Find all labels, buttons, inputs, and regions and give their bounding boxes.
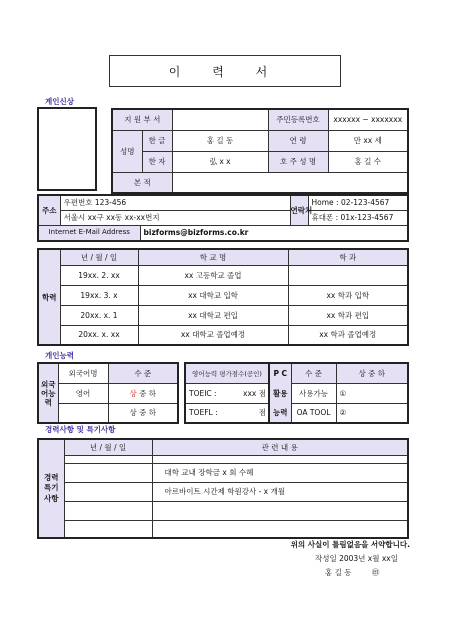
toefl-label: TOEFL : — [185, 403, 231, 423]
pc-skill-table — [268, 362, 409, 424]
rrn-value[interactable]: xxxxxx − xxxxxxx — [328, 109, 408, 130]
address-label: 주소 — [38, 195, 60, 225]
lang-name[interactable]: 영어 — [58, 383, 108, 403]
lang-header-name: 외국어명 — [58, 363, 108, 383]
pc-label-mid: 활용 — [269, 383, 291, 403]
table-row — [38, 265, 408, 285]
pc-header-level2: 상 중 하 — [336, 363, 408, 383]
edu-header-school: 학 교 명 — [138, 249, 288, 265]
contact-label: 연락처 — [290, 195, 308, 225]
pc-label-bot: 능력 — [269, 403, 291, 423]
email-value[interactable]: bizforms@bizforms.co.kr — [140, 225, 408, 241]
origin-label: 본 적 — [112, 172, 172, 193]
career-content[interactable] — [152, 501, 408, 520]
head-label: 호 주 성 명 — [268, 151, 328, 172]
age-label: 연 령 — [268, 130, 328, 151]
edu-header-date: 년 / 월 / 일 — [60, 249, 138, 265]
table-row — [38, 501, 408, 520]
career-table — [37, 438, 409, 539]
hanja-value[interactable]: 弘 x x — [172, 151, 268, 172]
document-title: 이 력 서 — [109, 55, 341, 87]
education-table — [37, 248, 409, 346]
career-content[interactable]: 대학 교내 장학금 x 회 수혜 — [152, 463, 408, 482]
pc-header-level: 수 준 — [291, 363, 336, 383]
edu-school[interactable]: xx 대학교 편입 — [138, 305, 288, 325]
edu-major[interactable] — [288, 265, 408, 285]
toefl-score[interactable]: 점 — [231, 403, 269, 423]
table-row — [38, 463, 408, 482]
career-content[interactable]: 아르바이트 시간제 학원강사 - x 개월 — [152, 482, 408, 501]
street-address[interactable]: 서울시 xx구 xx동 xx-xx번지 — [60, 210, 290, 225]
closing-statement: 위의 사실이 틀림없음을 서약합니다. — [290, 540, 410, 549]
toeic-label: TOEIC : — [185, 383, 231, 403]
edu-school[interactable]: xx 대학교 입학 — [138, 285, 288, 305]
edu-header-major: 학 과 — [288, 249, 408, 265]
career-header-content: 관 련 내 용 — [152, 439, 408, 455]
pc-label-top: P C — [269, 363, 291, 383]
career-date[interactable] — [64, 463, 152, 482]
career-date[interactable] — [64, 501, 152, 520]
section-title-career: 경력사항 및 특기사항 — [45, 425, 116, 434]
photo-box — [37, 107, 97, 191]
email-label: Internet E-Mail Address — [38, 225, 140, 241]
section-title-ability: 개인능력 — [45, 351, 74, 360]
signer-name: 홍 길 동 — [325, 568, 352, 577]
hanja-label: 한 자 — [142, 151, 172, 172]
level-selected: 상 — [129, 388, 137, 398]
edu-date[interactable]: 19xx. 3. x — [60, 285, 138, 305]
pc-oa-tool[interactable]: OA TOOL — [291, 403, 336, 423]
origin-value[interactable] — [172, 172, 408, 193]
pc-item-2[interactable]: ② — [336, 403, 408, 423]
closing-date: 작성일 2003년 x월 xx일 — [314, 554, 398, 563]
lang-header-level: 수 준 — [108, 363, 178, 383]
career-date[interactable] — [64, 520, 152, 538]
hangul-value[interactable]: 홍 길 동 — [172, 130, 268, 151]
edu-date[interactable]: 20xx. x. 1 — [60, 305, 138, 325]
head-value[interactable]: 홍 길 수 — [328, 151, 408, 172]
table-row — [38, 305, 408, 325]
pc-usage[interactable]: 사용가능 — [291, 383, 336, 403]
career-label: 경력특기사항 — [38, 439, 64, 538]
personal-info-table — [111, 108, 409, 194]
table-row — [38, 285, 408, 305]
lang-level[interactable]: 상 중 하 — [108, 403, 178, 423]
name-label: 성명 — [112, 130, 142, 172]
edu-major[interactable]: xx 학과 졸업예정 — [288, 325, 408, 345]
table-row — [38, 325, 408, 345]
age-value[interactable]: 만 xx 세 — [328, 130, 408, 151]
career-date[interactable] — [64, 482, 152, 501]
language-table — [37, 362, 179, 424]
edu-school[interactable]: xx 고등학교 졸업 — [138, 265, 288, 285]
career-header-date: 년 / 월 / 일 — [64, 439, 152, 455]
test-header: 영어능력 평가점수(공인) — [185, 363, 269, 383]
zip-code[interactable]: 우편번호 123-456 — [60, 195, 290, 210]
edu-major[interactable]: xx 학과 편입 — [288, 305, 408, 325]
section-title-personal: 계인신상 — [45, 97, 74, 106]
language-label: 외국어능력 — [38, 363, 58, 423]
edu-major[interactable]: xx 학과 입학 — [288, 285, 408, 305]
hangul-label: 한 글 — [142, 130, 172, 151]
lang-level[interactable]: 상 중 하 — [108, 383, 178, 403]
career-content[interactable] — [152, 520, 408, 538]
seal-icon: ㊞ — [371, 568, 380, 577]
rrn-label: 주민등록번호 — [268, 109, 328, 130]
dept-value[interactable] — [172, 109, 268, 130]
lang-name[interactable] — [58, 403, 108, 423]
pc-item-1[interactable]: ① — [336, 383, 408, 403]
career-content[interactable] — [152, 455, 408, 463]
english-test-table — [184, 362, 270, 424]
closing-signature — [325, 567, 379, 578]
education-label: 학력 — [38, 249, 60, 345]
career-date[interactable] — [64, 455, 152, 463]
table-row — [38, 520, 408, 538]
home-phone[interactable]: Home : 02-123-4567 — [308, 195, 408, 210]
toeic-score[interactable]: xxx 점 — [231, 383, 269, 403]
edu-date[interactable]: 19xx. 2. xx — [60, 265, 138, 285]
mobile-phone[interactable]: 휴대폰 : 01x-123-4567 — [308, 210, 408, 225]
edu-school[interactable]: xx 대학교 졸업예정 — [138, 325, 288, 345]
edu-date[interactable]: 20xx. x. xx — [60, 325, 138, 345]
dept-label: 지 원 부 서 — [112, 109, 172, 130]
address-table — [37, 194, 409, 242]
table-row — [38, 482, 408, 501]
table-row — [38, 455, 408, 463]
